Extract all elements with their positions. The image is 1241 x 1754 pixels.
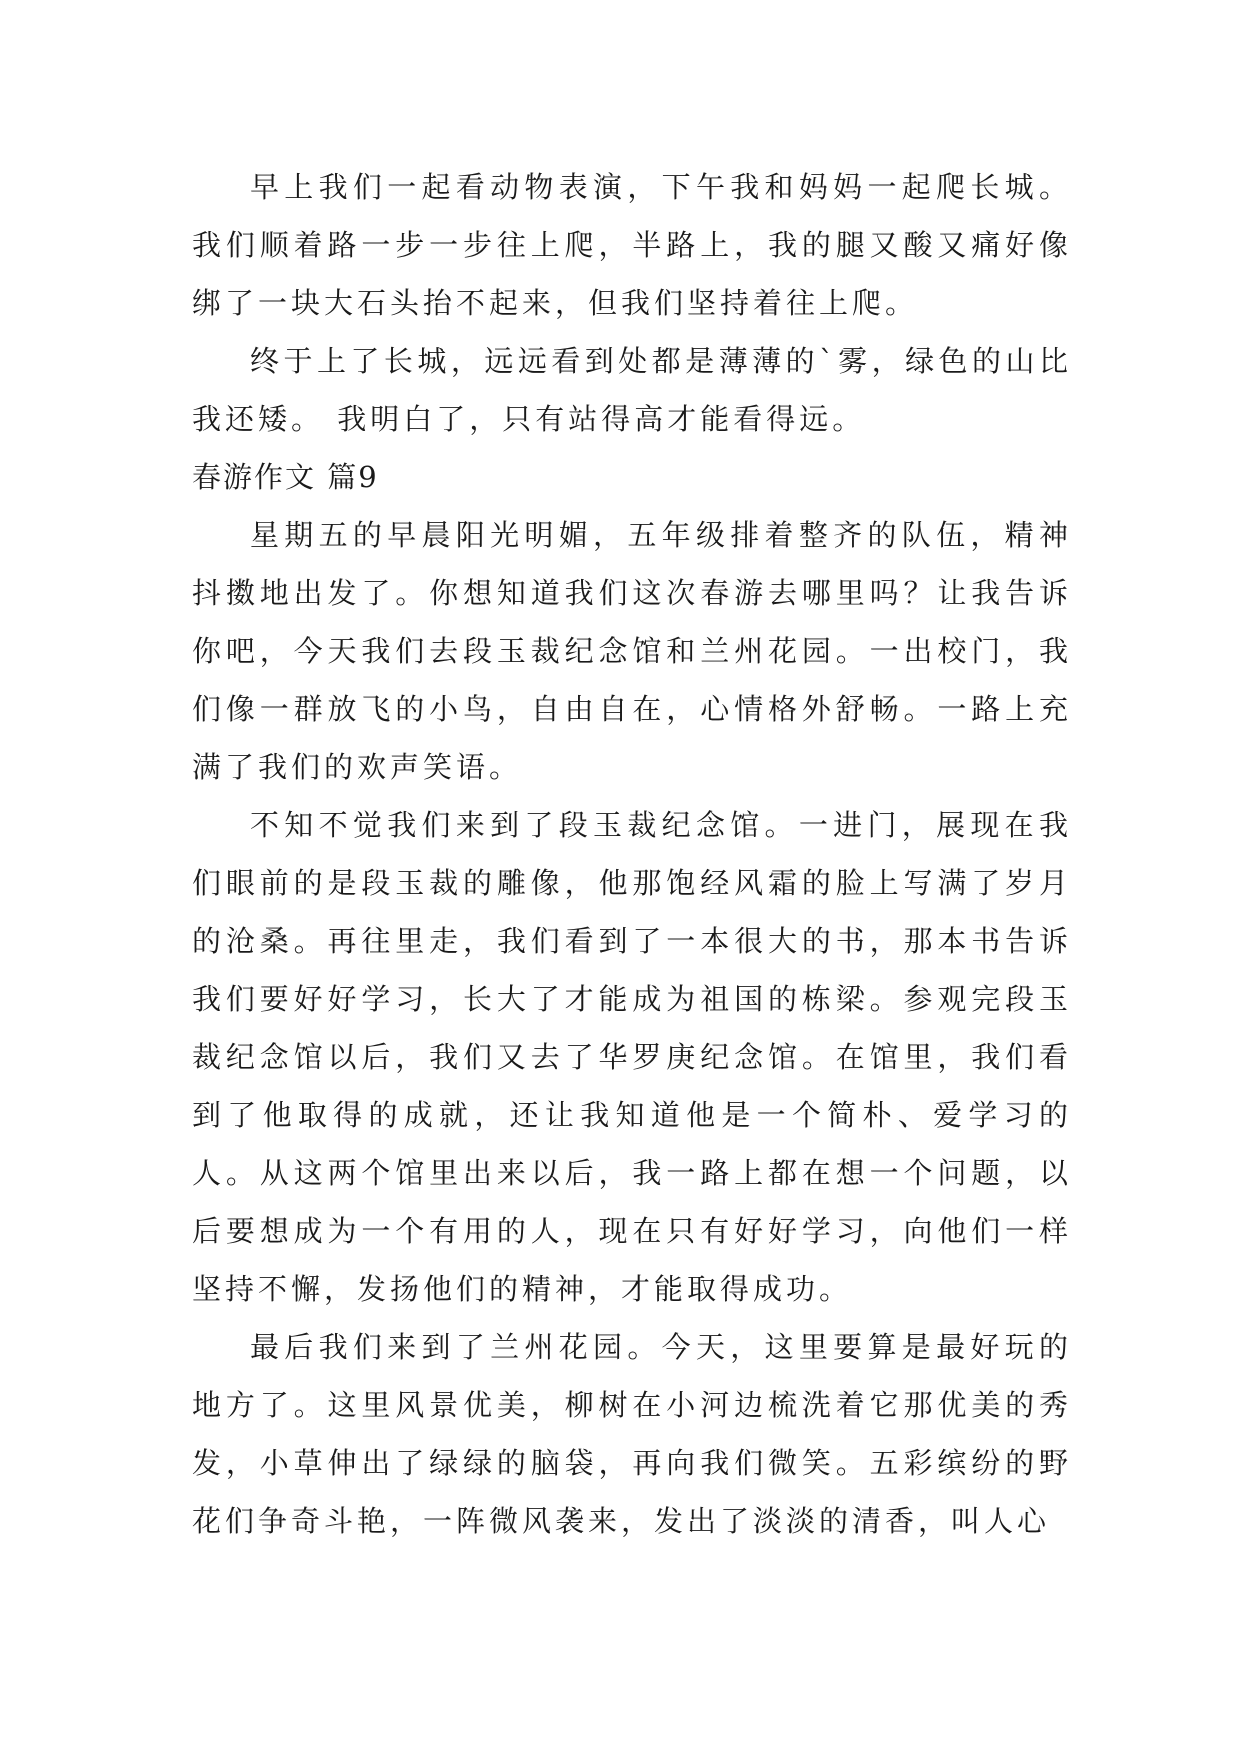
paragraph: 星期五的早晨阳光明媚，五年级排着整齐的队伍，精神抖擞地出发了。你想知道我们这次春游去哪里吗？让我告诉你吧，今天我们去段玉裁纪念馆和兰州花园。一出校门，我们像一群放飞的小鸟，自由自在，心情格外舒畅。一路上充满了我们的欢声笑语。 <box>192 518 1072 784</box>
document-body <box>192 158 1072 1550</box>
paragraph: 终于上了长城，远远看到处都是薄薄的`雾，绿色的山比我还矮。 我明白了，只有站得高才能看得远。 <box>192 344 1072 436</box>
paragraph: 不知不觉我们来到了段玉裁纪念馆。一进门，展现在我们眼前的是段玉裁的雕像，他那饱经风霜的脸上写满了岁月的沧桑。再往里走，我们看到了一本很大的书，那本书告诉我们要好好学习，长大了才能成为祖国的栋梁。参观完段玉裁纪念馆以后，我们又去了华罗庚纪念馆。在馆里，我们看到了他取得的成就，还让我知道他是一个简朴、爱学习的人。从这两个馆里出来以后，我一路上都在想一个问题，以后要想成为一个有用的人，现在只有好好学习，向他们一样坚持不懈，发扬他们的精神，才能取得成功。 <box>192 808 1072 1306</box>
section-heading: 春游作文 篇9 <box>192 460 379 494</box>
paragraph: 早上我们一起看动物表演，下午我和妈妈一起爬长城。我们顺着路一步一步往上爬，半路上，我的腿又酸又痛好像绑了一块大石头抬不起来，但我们坚持着往上爬。 <box>192 170 1072 320</box>
paragraph: 最后我们来到了兰州花园。今天，这里要算是最好玩的地方了。这里风景优美，柳树在小河边梳洗着它那优美的秀发，小草伸出了绿绿的脑袋，再向我们微笑。五彩缤纷的野花们争奇斗艳，一阵微风袭来，发出了淡淡的清香，叫人心 <box>192 1330 1072 1538</box>
